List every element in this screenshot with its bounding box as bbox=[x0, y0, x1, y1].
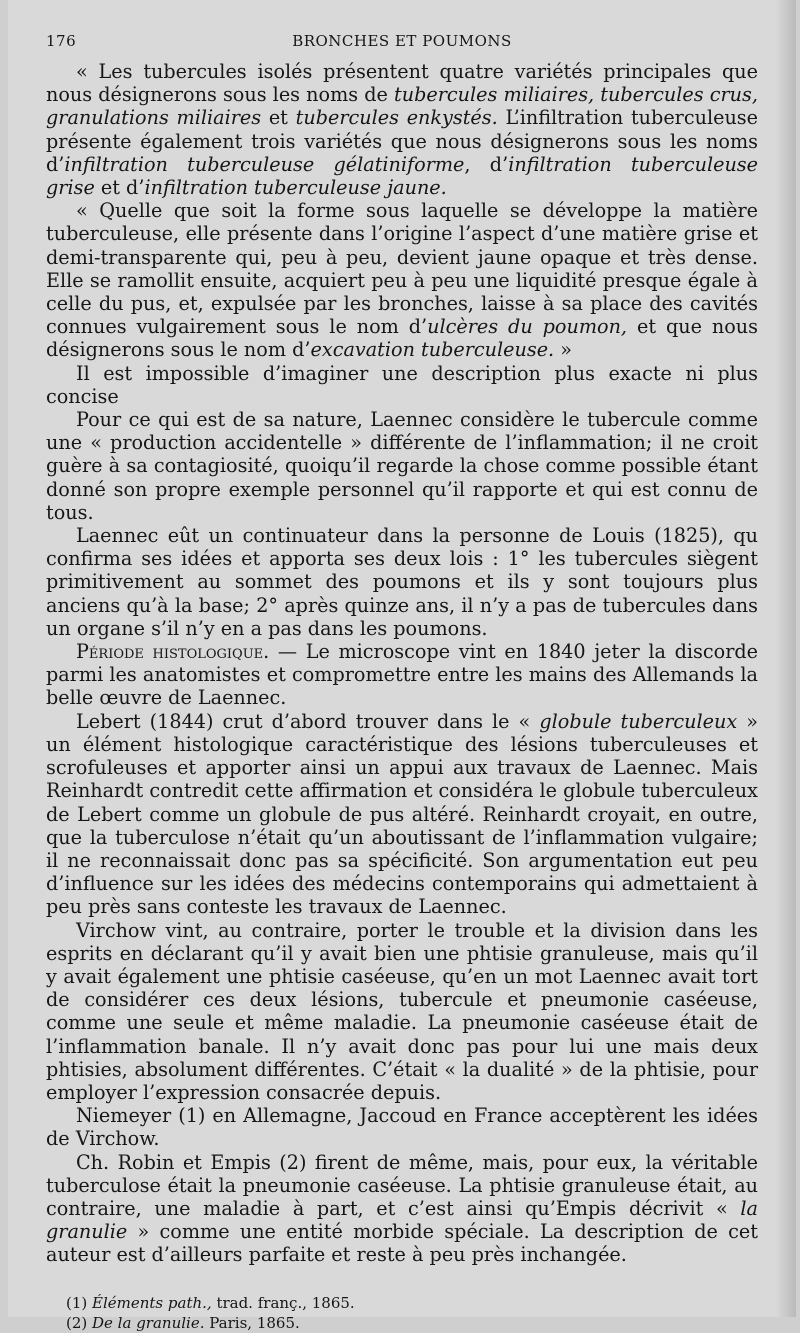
paragraph bbox=[46, 1104, 758, 1150]
text-run: » un élément histologique caractéristique des lésions tuberculeuses et scrofuleuses et apporter ainsi un appui aux travaux de Laennec. Mais Reinhardt contredit cette affirmation et considéra le globule tuberculeux de Lebert comme un globule de pus altéré. Reinhardt croyait, en outre, que la tuberculose n’était qu’un aboutissant de l’inflammation vulgaire; il ne reconnaissait donc pas sa spécificité. Son argumentation eut peu d’influence sur les idées des médecins contemporains qui admettaient à peu près sans conteste les travaux de Laennec. bbox=[46, 709, 758, 919]
paragraph bbox=[46, 199, 758, 361]
italic-text: infiltration tuberculeuse jaune. bbox=[144, 176, 447, 200]
text-run: Lebert (1844) crut d’abord trouver dans le « bbox=[76, 709, 540, 733]
italic-text: globule tuberculeux bbox=[539, 709, 738, 733]
page-number: 176 bbox=[46, 32, 77, 50]
text-run: Niemeyer (1) en Allemagne, Jaccoud en France acceptèrent les idées de Virchow. bbox=[46, 1104, 758, 1151]
text-run: » bbox=[554, 338, 573, 362]
book-page bbox=[8, 0, 788, 1332]
paragraph bbox=[46, 710, 758, 919]
page-edge-shadow bbox=[776, 0, 796, 1317]
paragraph bbox=[46, 1151, 758, 1267]
text-run: Pour ce qui est de sa nature, Laennec considère le tubercule comme une « production accidentelle » différente de l’inflammation; il ne croit guère à sa contagiosité, quoiqu’il regarde la chose comme possible étant donné son propre exemple personnel qu’il rapporte et qui est connu de tous. bbox=[46, 408, 758, 524]
text-run: (1) bbox=[66, 1293, 93, 1312]
italic-text: tubercules enkystés. bbox=[295, 106, 498, 130]
italic-text: De la granulie. bbox=[92, 1313, 205, 1332]
text-run: et bbox=[261, 106, 296, 130]
running-title: BRONCHES ET POUMONS bbox=[292, 32, 512, 50]
text-run: Virchow vint, au contraire, porter le trouble et la division dans les esprits en déclarant qu’il y avait bien une phtisie granuleuse, mais qu’il y avait également une phtisie caséeuse, qu’en un mot Laennec avait tort de considérer ces deux lésions, tubercule et pneumonie caséeuse, comme une seule et même maladie. La pneumonie caséeuse était de l’inflammation banale. Il n’y avait donc pas pour lui une mais deux phtisies, absolument différentes. C’était « la dualité » de la phtisie, pour employer l’expression consacrée depuis. bbox=[46, 918, 758, 1104]
italic-text: tubercules miliaires, tubercules crus, granulations miliaires bbox=[46, 83, 758, 130]
running-header bbox=[46, 30, 758, 60]
paragraph bbox=[46, 408, 758, 524]
text-run: « Les tubercules isolés présentent quatre variétés principales que nous désignerons sous les noms de bbox=[46, 60, 758, 107]
small-caps-heading: Période histologique. bbox=[76, 640, 270, 664]
footnote bbox=[66, 1293, 758, 1313]
paragraph bbox=[46, 362, 758, 408]
italic-text: ulcères du poumon, bbox=[427, 315, 628, 339]
text-run: « Quelle que soit la forme sous laquelle se développe la matière tuberculeuse, elle présente dans l’origine l’aspect d’une matière grise et demi-transparente qui, peu à peu, devient jaune opaque et très dense. Elle se ramollit ensuite, acquiert peu à peu une liquidité presque égale à celle du pus, et, expulsée par les bronches, laisse à sa place des cavités connues vulgairement sous le nom d’ bbox=[46, 199, 758, 339]
text-run: , d’ bbox=[464, 152, 509, 176]
footnotes bbox=[46, 1293, 758, 1333]
italic-text: infiltration tuberculeuse gélatiniforme bbox=[64, 152, 465, 176]
paragraph bbox=[46, 640, 758, 710]
text-run: Laennec eût un continuateur dans la personne de Louis (1825), qu confirma ses idées et apporta ses deux lois : 1° les tubercules siègent primitivement au sommet des poumons et ils y sont toujours plus anciens qu’à la base; 2° après quinze ans, il n’y a pas de tubercules dans un organe s’il n’y en a pas dans les poumons. bbox=[46, 524, 758, 640]
paragraph bbox=[46, 524, 758, 640]
italic-text: la granulie bbox=[46, 1196, 758, 1244]
text-run: » comme une entité morbide spéciale. La description de cet auteur est d’ailleurs parfaite et reste à peu près inchangée. bbox=[46, 1220, 758, 1267]
text-run: — Le microscope vint en 1840 jeter la discorde parmi les anatomistes et compromettre entre les mains des Allemands la belle œuvre de Laennec. bbox=[46, 640, 758, 710]
paragraph bbox=[46, 919, 758, 1105]
italic-text: infiltration tuberculeuse grise bbox=[46, 152, 759, 200]
text-run: Paris, 1865. bbox=[204, 1313, 300, 1332]
paragraph bbox=[46, 60, 758, 199]
page-body bbox=[46, 60, 758, 1267]
text-run: Il est impossible d’imaginer une description plus exacte ni plus concise bbox=[46, 361, 758, 408]
text-run: et que nous désignerons sous le nom d’ bbox=[46, 315, 758, 362]
footnote bbox=[66, 1313, 758, 1333]
text-run: trad. franç., 1865. bbox=[211, 1293, 355, 1312]
italic-text: excavation tuberculeuse. bbox=[310, 338, 555, 362]
text-run: L’infiltration tuberculeuse présente également trois variétés que nous désignerons sous les noms d’ bbox=[46, 106, 759, 176]
italic-text: Éléments path., bbox=[92, 1293, 212, 1312]
text-run: et d’ bbox=[94, 176, 145, 200]
text-run: Ch. Robin et Empis (2) firent de même, mais, pour eux, la véritable tuberculose était la pneumonie caséeuse. La phtisie granuleuse était, au contraire, une maladie à part, et c’est ainsi qu’Empis décrivit « bbox=[46, 1150, 758, 1220]
text-run: (2) bbox=[66, 1313, 93, 1332]
